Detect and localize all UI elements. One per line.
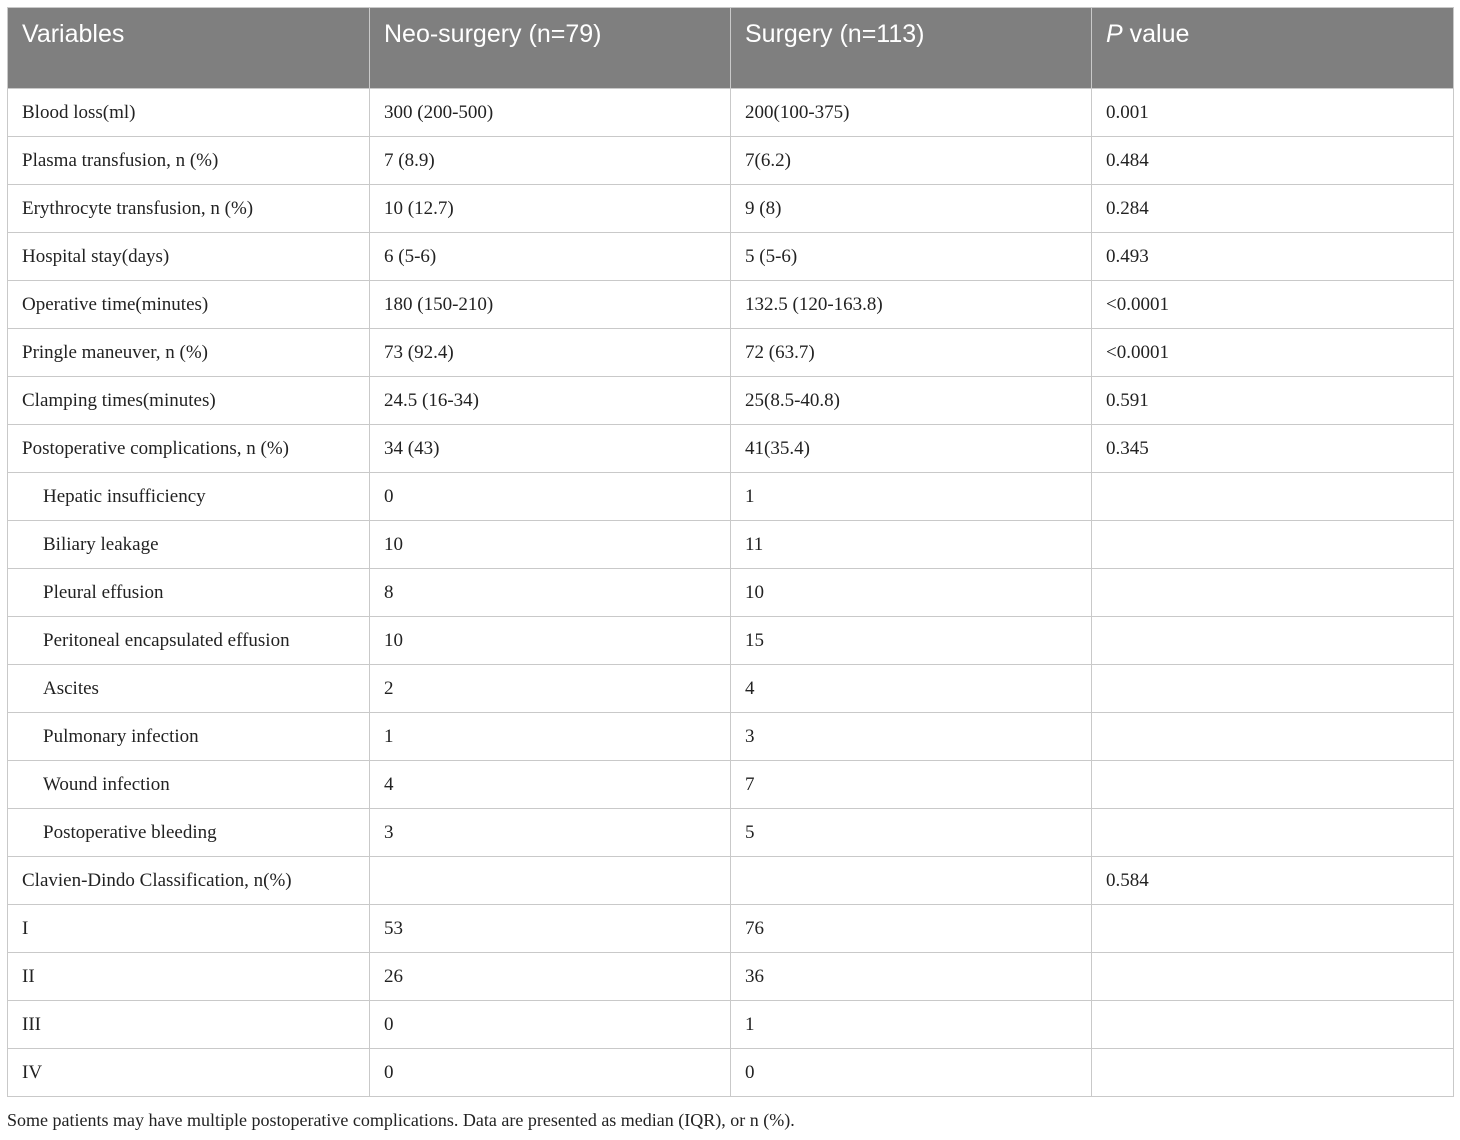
table-row — [8, 89, 1454, 137]
cell-neo: 73 (92.4) — [370, 329, 731, 377]
cell-p — [1092, 713, 1454, 761]
cell-neo: 7 (8.9) — [370, 137, 731, 185]
table-row — [8, 1049, 1454, 1097]
cell-p: 0.484 — [1092, 137, 1454, 185]
cell-p — [1092, 617, 1454, 665]
header-p-value — [1092, 8, 1454, 89]
table-row — [8, 233, 1454, 281]
outcomes-table — [7, 7, 1454, 1097]
cell-variable: Biliary leakage — [8, 521, 370, 569]
cell-p — [1092, 809, 1454, 857]
cell-p — [1092, 761, 1454, 809]
cell-surgery: 200(100-375) — [731, 89, 1092, 137]
cell-surgery: 25(8.5-40.8) — [731, 377, 1092, 425]
cell-variable: Clamping times(minutes) — [8, 377, 370, 425]
cell-variable: Pleural effusion — [8, 569, 370, 617]
cell-p — [1092, 521, 1454, 569]
cell-surgery: 11 — [731, 521, 1092, 569]
cell-variable: I — [8, 905, 370, 953]
table-footnote: Some patients may have multiple postoperative complications. Data are presented as median (IQR), or n (%). — [7, 1110, 795, 1130]
cell-variable: Erythrocyte transfusion, n (%) — [8, 185, 370, 233]
cell-p: 0.284 — [1092, 185, 1454, 233]
table-row — [8, 617, 1454, 665]
cell-variable: Plasma transfusion, n (%) — [8, 137, 370, 185]
table-row — [8, 137, 1454, 185]
table-row — [8, 185, 1454, 233]
cell-variable: Pringle maneuver, n (%) — [8, 329, 370, 377]
cell-p — [1092, 473, 1454, 521]
cell-variable: Postoperative bleeding — [8, 809, 370, 857]
cell-surgery: 7 — [731, 761, 1092, 809]
cell-surgery: 41(35.4) — [731, 425, 1092, 473]
cell-surgery: 5 (5-6) — [731, 233, 1092, 281]
cell-variable: Postoperative complications, n (%) — [8, 425, 370, 473]
cell-variable: Operative time(minutes) — [8, 281, 370, 329]
cell-surgery: 4 — [731, 665, 1092, 713]
cell-p — [1092, 569, 1454, 617]
cell-neo: 53 — [370, 905, 731, 953]
table-row — [8, 761, 1454, 809]
cell-neo: 10 — [370, 617, 731, 665]
cell-p — [1092, 1049, 1454, 1097]
table-row — [8, 905, 1454, 953]
cell-variable: Peritoneal encapsulated effusion — [8, 617, 370, 665]
cell-surgery: 1 — [731, 1001, 1092, 1049]
table-row — [8, 809, 1454, 857]
cell-variable: Hepatic insufficiency — [8, 473, 370, 521]
table-header-row — [8, 8, 1454, 89]
cell-variable: II — [8, 953, 370, 1001]
cell-neo: 3 — [370, 809, 731, 857]
header-neo-surgery: Neo-surgery (n=79) — [370, 8, 731, 89]
table-row — [8, 521, 1454, 569]
cell-variable: IV — [8, 1049, 370, 1097]
cell-variable: Pulmonary infection — [8, 713, 370, 761]
cell-neo: 0 — [370, 473, 731, 521]
cell-p: 0.345 — [1092, 425, 1454, 473]
table-row — [8, 569, 1454, 617]
header-surgery: Surgery (n=113) — [731, 8, 1092, 89]
cell-neo: 10 — [370, 521, 731, 569]
cell-neo — [370, 857, 731, 905]
cell-neo: 300 (200-500) — [370, 89, 731, 137]
cell-p — [1092, 665, 1454, 713]
cell-neo: 24.5 (16-34) — [370, 377, 731, 425]
cell-surgery: 5 — [731, 809, 1092, 857]
cell-p: <0.0001 — [1092, 329, 1454, 377]
cell-p — [1092, 1001, 1454, 1049]
cell-neo: 26 — [370, 953, 731, 1001]
cell-surgery: 3 — [731, 713, 1092, 761]
cell-surgery: 15 — [731, 617, 1092, 665]
cell-neo: 1 — [370, 713, 731, 761]
cell-neo: 34 (43) — [370, 425, 731, 473]
cell-p: 0.001 — [1092, 89, 1454, 137]
cell-variable: Wound infection — [8, 761, 370, 809]
cell-surgery — [731, 857, 1092, 905]
cell-surgery: 9 (8) — [731, 185, 1092, 233]
cell-variable: Hospital stay(days) — [8, 233, 370, 281]
cell-variable: Clavien-Dindo Classification, n(%) — [8, 857, 370, 905]
cell-surgery: 132.5 (120-163.8) — [731, 281, 1092, 329]
cell-surgery: 76 — [731, 905, 1092, 953]
table-row — [8, 953, 1454, 1001]
cell-p: <0.0001 — [1092, 281, 1454, 329]
cell-surgery: 36 — [731, 953, 1092, 1001]
cell-neo: 8 — [370, 569, 731, 617]
cell-p: 0.591 — [1092, 377, 1454, 425]
cell-surgery: 10 — [731, 569, 1092, 617]
table-row — [8, 425, 1454, 473]
cell-p — [1092, 905, 1454, 953]
table-row — [8, 473, 1454, 521]
table-row — [8, 377, 1454, 425]
cell-surgery: 7(6.2) — [731, 137, 1092, 185]
cell-neo: 10 (12.7) — [370, 185, 731, 233]
table-row — [8, 1001, 1454, 1049]
cell-neo: 0 — [370, 1001, 731, 1049]
header-variables: Variables — [8, 8, 370, 89]
cell-variable: III — [8, 1001, 370, 1049]
cell-neo: 0 — [370, 1049, 731, 1097]
cell-neo: 4 — [370, 761, 731, 809]
table-row — [8, 329, 1454, 377]
header-p-italic: P — [1106, 20, 1123, 48]
header-p-rest: value — [1122, 20, 1190, 48]
cell-p — [1092, 953, 1454, 1001]
cell-variable: Blood loss(ml) — [8, 89, 370, 137]
cell-p: 0.584 — [1092, 857, 1454, 905]
cell-surgery: 1 — [731, 473, 1092, 521]
cell-neo: 180 (150-210) — [370, 281, 731, 329]
table-row — [8, 713, 1454, 761]
cell-surgery: 0 — [731, 1049, 1092, 1097]
cell-surgery: 72 (63.7) — [731, 329, 1092, 377]
cell-p: 0.493 — [1092, 233, 1454, 281]
cell-variable: Ascites — [8, 665, 370, 713]
table-row — [8, 665, 1454, 713]
table-row — [8, 281, 1454, 329]
cell-neo: 2 — [370, 665, 731, 713]
table-row — [8, 857, 1454, 905]
cell-neo: 6 (5-6) — [370, 233, 731, 281]
